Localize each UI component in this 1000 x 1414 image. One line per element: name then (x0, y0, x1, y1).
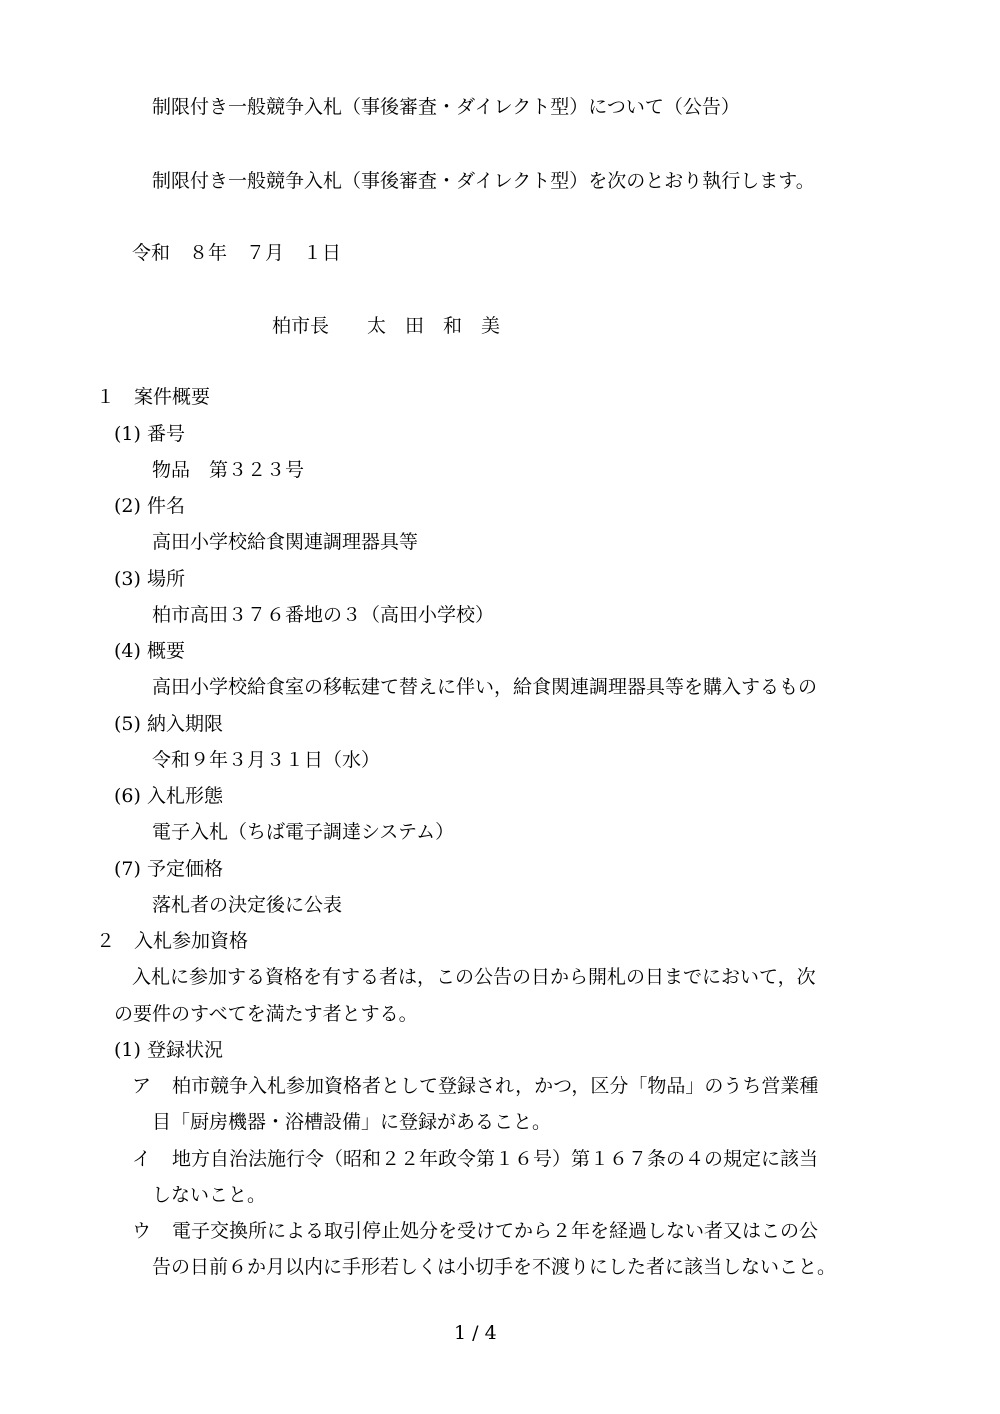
condition-u-marker: ウ (132, 1220, 152, 1242)
item-label-name: (2) 件名 (114, 495, 185, 517)
sub1-label: (1) 登録状況 (114, 1039, 223, 1061)
section2-intro-line2: の要件のすべてを満たす者とする。 (114, 1003, 418, 1025)
notice-date: 令和 ８年 ７月 １日 (132, 242, 342, 264)
condition-u-line1: 電子交換所による取引停止処分を受けてから２年を経過しない者又はこの公 (172, 1220, 819, 1242)
condition-i-line1: 地方自治法施行令（昭和２２年政令第１６号）第１６７条の４の規定に該当 (172, 1148, 819, 1170)
item-value-bid-format: 電子入札（ちば電子調達システム） (152, 821, 455, 843)
item-value-name: 高田小学校給食関連調理器具等 (152, 531, 419, 553)
condition-i-line2: しないこと。 (152, 1184, 267, 1206)
item-value-deadline: 令和９年３月３１日（水） (152, 749, 381, 771)
item-label-price: (7) 予定価格 (114, 858, 223, 880)
item-value-summary: 高田小学校給食室の移転建て替えに伴い，給食関連調理器具等を購入するもの (152, 676, 818, 698)
section2-heading: ２ 入札参加資格 (96, 930, 249, 952)
item-label-summary: (4) 概要 (114, 640, 185, 662)
item-label-place: (3) 場所 (114, 568, 185, 590)
item-label-deadline: (5) 納入期限 (114, 713, 223, 735)
item-label-bid-format: (6) 入札形態 (114, 785, 223, 807)
page-number: 1 / 4 (454, 1322, 497, 1344)
condition-a-line1: 柏市競争入札参加資格者として登録され，かつ，区分「物品」のうち営業種 (172, 1075, 819, 1097)
condition-u-line2: 告の日前６か月以内に手形若しくは小切手を不渡りにした者に該当しないこと。 (152, 1256, 837, 1278)
section2-intro-line1: 入札に参加する資格を有する者は，この公告の日から開札の日までにおいて，次 (132, 966, 816, 988)
document-title: 制限付き一般競争入札（事後審査・ダイレクト型）について（公告） (152, 96, 740, 118)
item-value-number: 物品 第３２３号 (152, 459, 305, 481)
item-value-place: 柏市高田３７６番地の３（高田小学校） (152, 604, 495, 626)
issuer-name: 柏市長 太 田 和 美 (272, 315, 501, 337)
condition-a-line2: 目「厨房機器・浴槽設備」に登録があること。 (152, 1111, 552, 1133)
section1-heading: １ 案件概要 (96, 386, 211, 408)
condition-i-marker: イ (132, 1148, 152, 1170)
item-value-price: 落札者の決定後に公表 (152, 894, 343, 916)
intro-text: 制限付き一般競争入札（事後審査・ダイレクト型）を次のとおり執行します。 (152, 170, 815, 192)
condition-a-marker: ア (132, 1075, 152, 1097)
item-label-number: (1) 番号 (114, 423, 185, 445)
